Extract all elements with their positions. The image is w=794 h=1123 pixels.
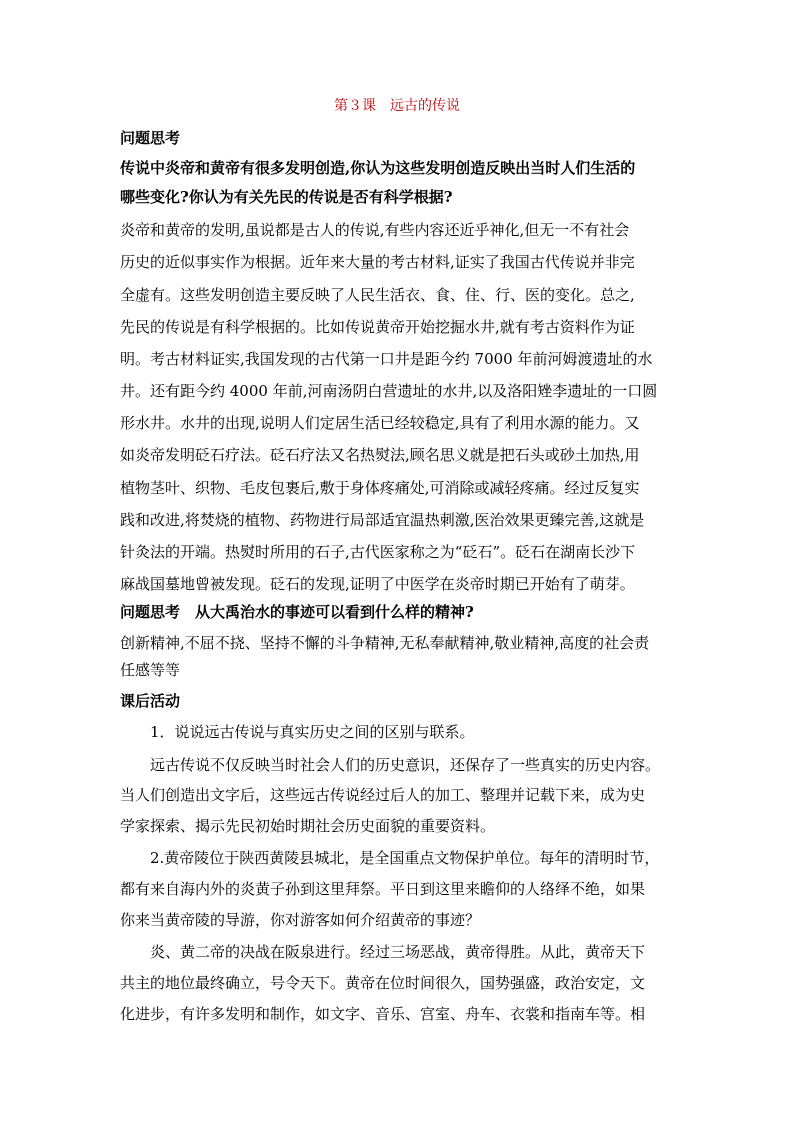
answer-1-line-12: 麻战国墓地曾被发现。砭石的发现,证明了中医学在炎帝时期已开始有了萌芽。 bbox=[120, 575, 635, 593]
activity-2-answer-line-1: 炎、黄二帝的决战在阪泉进行。经过三场恶战，黄帝得胜。从此，黄帝天下 bbox=[150, 943, 646, 961]
activity-1-answer-line-3: 学家探索、揭示先民初始时期社会历史面貌的重要资料。 bbox=[120, 817, 496, 835]
answer-1-line-10: 践和改进,将焚烧的植物、药物进行局部适宜温热刺激,医治效果更臻完善,这就是 bbox=[120, 511, 645, 529]
activity-2-question-line-3: 你来当黄帝陵的导游，你对游客如何介绍黄帝的事迹？ bbox=[120, 911, 481, 929]
answer-1-line-5: 明。考古材料证实,我国发现的古代第一口井是距今约 7000 年前河姆渡遗址的水 bbox=[120, 350, 653, 368]
answer-1-line-7: 形水井。水井的出现,说明人们定居生活已经较稳定,具有了利用水源的能力。又 bbox=[120, 414, 640, 432]
answer-2-line-1: 创新精神,不屈不挠、坚持不懈的斗争精神,无私奉献精神,敬业精神,高度的社会责 bbox=[120, 634, 650, 652]
activity-1-question: 1．说说远古传说与真实历史之间的区别与联系。 bbox=[150, 723, 475, 741]
answer-1-line-11: 针灸法的开端。热熨时所用的石子,古代医家称之为“砭石”。砭石在湖南长沙下 bbox=[120, 543, 636, 561]
answer-2-line-2: 任感等等 bbox=[120, 661, 181, 679]
answer-1-line-1: 炎帝和黄帝的发明,虽说都是古人的传说,有些内容还近乎神化,但无一不有社会 bbox=[120, 221, 630, 239]
lesson-title: 第３课 远古的传说 bbox=[334, 98, 460, 114]
activity-1-answer-line-1: 远古传说不仅反映当时社会人们的历史意识，还保存了一些真实的历史内容。 bbox=[150, 756, 661, 774]
activity-2-answer-line-2: 共主的地位最终确立，号令天下。黄帝在位时间很久，国势强盛，政治安定，文 bbox=[120, 974, 646, 992]
activity-2-question-line-2: 都有来自海内外的炎黄子孙到这里拜祭。平日到这里来瞻仰的人络绎不绝，如果 bbox=[120, 880, 646, 898]
answer-1-line-8: 如炎帝发明砭石疗法。砭石疗法又名热熨法,顾名思义就是把石头或砂土加热,用 bbox=[120, 446, 640, 464]
activity-2-answer-line-3: 化进步，有许多发明和制作，如文字、音乐、宫室、舟车、衣裳和指南车等。相 bbox=[120, 1005, 646, 1023]
answer-1-line-2: 历史的近似事实作为根据。近年来大量的考古材料,证实了我国古代传说并非完 bbox=[120, 253, 635, 271]
section-heading-question-1: 问题思考 bbox=[120, 129, 181, 147]
answer-1-line-9: 植物茎叶、织物、毛皮包裹后,敷于身体疼痛处,可消除或减轻疼痛。经过反复实 bbox=[120, 479, 640, 497]
answer-1-line-6: 井。还有距今约 4000 年前,河南汤阴白营遗址的水井,以及洛阳矬李遗址的一口圆 bbox=[120, 382, 658, 400]
activity-2-question-line-1: 2.黄帝陵位于陕西黄陵县城北，是全国重点文物保护单位。每年的清明时节， bbox=[150, 849, 660, 867]
question-1-line-2: 哪些变化?你认为有关先民的传说是否有科学根据? bbox=[120, 188, 453, 206]
answer-1-line-3: 全虚有。这些发明创造主要反映了人民生活衣、食、住、行、医的变化。总之, bbox=[120, 286, 635, 304]
question-1-line-1: 传说中炎帝和黄帝有很多发明创造,你认为这些发明创造反映出当时人们生活的 bbox=[120, 159, 636, 177]
section-heading-activities: 课后活动 bbox=[120, 692, 181, 710]
question-2: 问题思考 从大禹治水的事迹可以看到什么样的精神? bbox=[120, 603, 474, 621]
answer-1-line-4: 先民的传说是有科学根据的。比如传说黄帝开始挖掘水井,就有考古资料作为证 bbox=[120, 318, 635, 336]
activity-1-answer-line-2: 当人们创造出文字后，这些远古传说经过后人的加工、整理并记载下来，成为史 bbox=[120, 786, 646, 804]
